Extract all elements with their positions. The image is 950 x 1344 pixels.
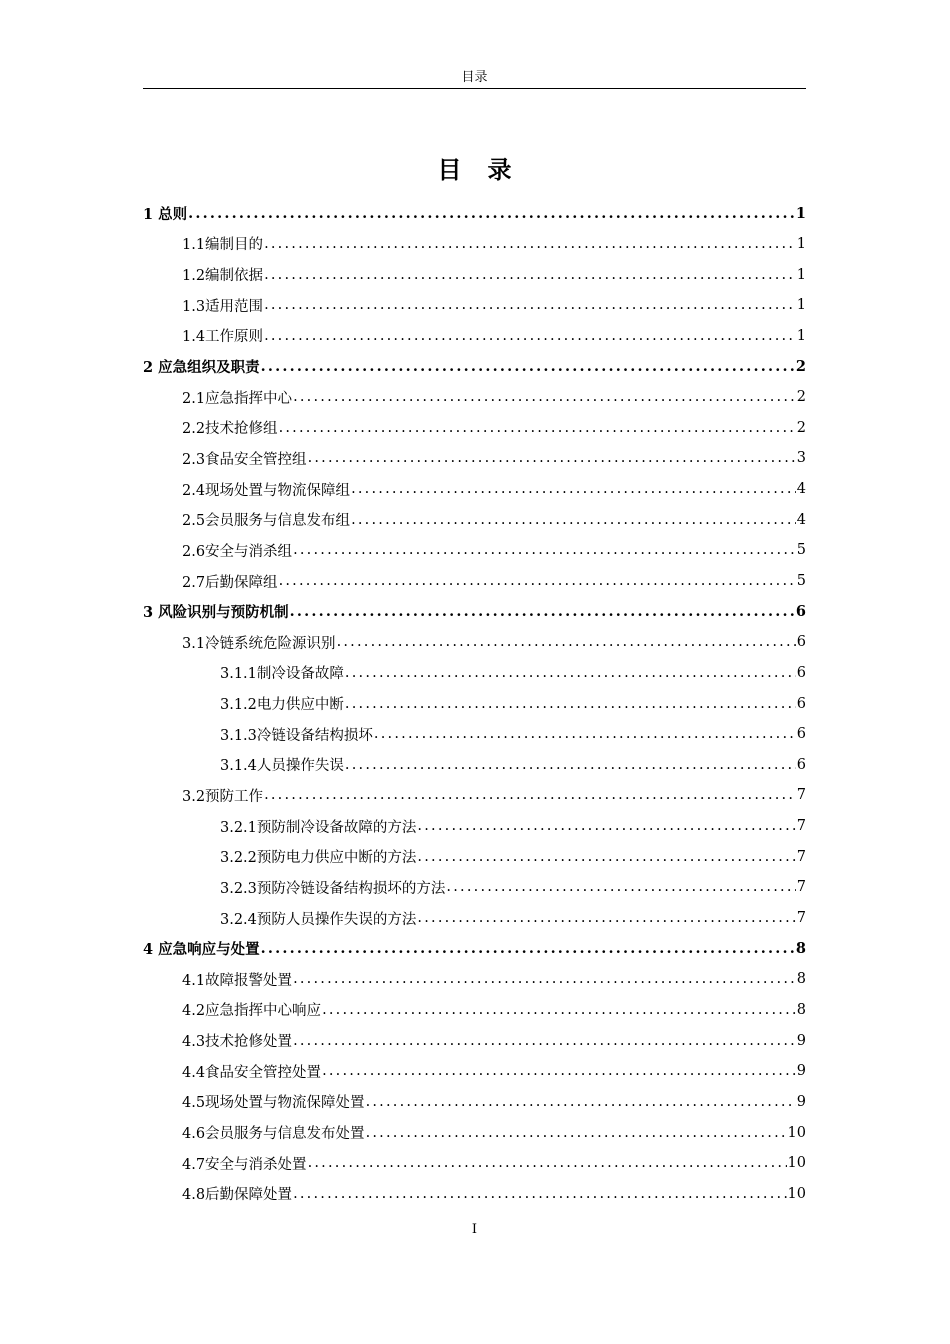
toc-entry-label: 3.1.2电力供应中断 [220, 697, 344, 714]
toc-entry-label: 4.2应急指挥中心响应 [182, 1003, 322, 1020]
toc-entry[interactable] [143, 933, 806, 964]
toc-leader-dots [264, 236, 796, 252]
toc-leader-dots [322, 1063, 796, 1079]
toc-leader-dots [279, 420, 796, 436]
toc-entry[interactable] [143, 995, 806, 1026]
toc-leader-dots [351, 512, 796, 528]
toc-entry-page: 4 [796, 481, 806, 498]
toc-entry-label: 4 应急响应与处置 [143, 941, 260, 959]
toc-entry-page: 1 [796, 327, 806, 344]
toc-entry-page: 7 [796, 818, 806, 835]
toc-entry-label: 4.5现场处置与物流保障处置 [182, 1095, 365, 1112]
running-header-text: 目录 [461, 70, 488, 85]
toc-entry-page: 2 [795, 358, 806, 376]
toc-leader-dots [293, 971, 796, 987]
toc-entry-label: 2.2技术抢修组 [182, 421, 278, 438]
toc-entry-page: 6 [796, 695, 806, 712]
page-footer [143, 1221, 806, 1239]
toc-leader-dots [261, 358, 795, 375]
toc-entry-page: 10 [787, 1155, 806, 1172]
toc-entry-page: 5 [796, 542, 806, 559]
toc-entry-label: 3.2.3预防冷链设备结构损坏的方法 [220, 880, 446, 897]
toc-entry-page: 9 [796, 1063, 806, 1080]
toc-entry-label: 2.4现场处置与物流保障组 [182, 482, 351, 499]
toc-entry-page: 6 [795, 603, 806, 621]
toc-entry[interactable] [143, 872, 806, 903]
table-of-contents [143, 198, 806, 1209]
toc-entry-page: 7 [796, 848, 806, 865]
toc-entry[interactable] [143, 259, 806, 290]
toc-leader-dots [351, 481, 796, 497]
toc-entry-label: 3.2预防工作 [182, 788, 264, 805]
footer-page-number: I [471, 1222, 478, 1237]
toc-leader-dots [264, 267, 796, 283]
toc-entry[interactable] [143, 841, 806, 872]
toc-entry-label: 3.1.3冷链设备结构损坏 [220, 727, 373, 744]
toc-entry[interactable] [143, 412, 806, 443]
toc-leader-dots [264, 328, 796, 344]
toc-leader-dots [345, 757, 796, 773]
toc-entry[interactable] [143, 1025, 806, 1056]
toc-entry-label: 2.3食品安全管控组 [182, 451, 307, 468]
toc-entry-label: 1.2编制依据 [182, 268, 264, 285]
toc-leader-dots [188, 205, 795, 222]
toc-leader-dots [264, 787, 796, 803]
toc-entry-label: 4.8后勤保障处置 [182, 1187, 293, 1204]
running-header [143, 68, 806, 89]
toc-entry-page: 9 [796, 1032, 806, 1049]
toc-leader-dots [366, 1125, 787, 1141]
toc-entry[interactable] [143, 443, 806, 474]
toc-entry-page: 6 [796, 756, 806, 773]
toc-entry[interactable] [143, 1087, 806, 1118]
toc-entry-label: 2.5会员服务与信息发布组 [182, 513, 351, 530]
toc-entry-page: 7 [796, 910, 806, 927]
toc-entry-page: 2 [796, 389, 806, 406]
toc-entry[interactable] [143, 382, 806, 413]
toc-entry-label: 1.3适用范围 [182, 298, 264, 315]
toc-entry-page: 3 [796, 450, 806, 467]
toc-entry-page: 9 [796, 1093, 806, 1110]
toc-entry-label: 3.1.4人员操作失误 [220, 758, 344, 775]
toc-leader-dots [366, 1094, 796, 1110]
toc-entry-label: 1 总则 [143, 205, 188, 223]
toc-entry[interactable] [143, 229, 806, 260]
toc-leader-dots [290, 603, 795, 620]
toc-leader-dots [308, 1155, 787, 1171]
toc-entry-page: 6 [796, 726, 806, 743]
toc-entry[interactable] [143, 596, 806, 627]
toc-entry-page: 5 [796, 573, 806, 589]
toc-entry-page: 7 [796, 787, 806, 804]
toc-leader-dots [293, 389, 796, 405]
toc-entry-label: 4.3技术抢修处置 [182, 1034, 293, 1051]
toc-leader-dots [308, 450, 796, 466]
toc-entry-page: 1 [795, 204, 806, 222]
toc-leader-dots [337, 634, 796, 650]
toc-entry-label: 3.2.1预防制冷设备故障的方法 [220, 819, 417, 836]
toc-leader-dots [322, 1002, 796, 1018]
toc-entry[interactable] [143, 811, 806, 842]
toc-entry-label: 2.7后勤保障组 [182, 574, 278, 591]
toc-entry-label: 3.1.1制冷设备故障 [220, 666, 344, 683]
toc-entry[interactable] [143, 964, 806, 995]
toc-entry-page: 7 [796, 879, 806, 896]
toc-entry[interactable] [143, 321, 806, 352]
toc-entry-label: 4.7安全与消杀处置 [182, 1156, 307, 1173]
toc-entry[interactable] [143, 780, 806, 811]
toc-entry[interactable] [143, 658, 806, 689]
toc-entry[interactable] [143, 1148, 806, 1179]
toc-leader-dots [264, 297, 796, 313]
toc-leader-dots [345, 696, 796, 712]
toc-entry[interactable] [143, 1056, 806, 1087]
toc-entry-page: 1 [796, 235, 806, 252]
toc-leader-dots [417, 849, 795, 865]
toc-leader-dots [345, 665, 796, 681]
toc-entry[interactable] [143, 290, 806, 321]
toc-leader-dots [417, 818, 795, 834]
toc-entry[interactable] [143, 566, 806, 597]
toc-entry[interactable] [143, 1117, 806, 1148]
toc-entry-page: 1 [796, 266, 806, 283]
toc-entry[interactable] [143, 688, 806, 719]
toc-entry-page: 4 [796, 511, 806, 528]
toc-entry-page: 8 [796, 971, 806, 988]
toc-entry-page: 1 [796, 297, 806, 314]
toc-entry-label: 1.1编制目的 [182, 237, 264, 254]
toc-leader-dots [261, 940, 795, 957]
toc-entry[interactable] [143, 627, 806, 658]
toc-entry-label: 4.6会员服务与信息发布处置 [182, 1126, 365, 1143]
toc-entry[interactable] [143, 1179, 806, 1210]
toc-entry[interactable] [143, 903, 806, 934]
toc-entry-page: 6 [796, 664, 806, 681]
toc-entry-label: 3.1冷链系统危险源识别 [182, 635, 336, 652]
toc-entry-page: 2 [796, 419, 806, 436]
toc-entry-label: 2.1应急指挥中心 [182, 390, 293, 407]
toc-entry-page: 6 [796, 634, 806, 651]
toc-entry[interactable] [143, 351, 806, 382]
toc-entry[interactable] [143, 504, 806, 535]
toc-entry[interactable] [143, 750, 806, 781]
toc-leader-dots [374, 726, 796, 742]
toc-leader-dots [279, 573, 796, 589]
toc-entry-label: 3.2.4预防人员操作失误的方法 [220, 911, 417, 928]
toc-entry-label: 3.2.2预防电力供应中断的方法 [220, 850, 417, 867]
toc-entry-label: 4.1故障报警处置 [182, 972, 293, 989]
toc-entry[interactable] [143, 198, 806, 229]
toc-leader-dots [293, 542, 796, 558]
toc-entry[interactable] [143, 719, 806, 750]
toc-entry-page: 8 [796, 1001, 806, 1018]
toc-entry[interactable] [143, 474, 806, 505]
toc-entry-label: 2 应急组织及职责 [143, 359, 260, 377]
toc-leader-dots [446, 879, 795, 895]
toc-leader-dots [293, 1186, 786, 1202]
toc-entry-label: 2.6安全与消杀组 [182, 543, 293, 560]
toc-entry-label: 4.4食品安全管控处置 [182, 1064, 322, 1081]
toc-entry-page: 10 [787, 1185, 806, 1202]
toc-leader-dots [293, 1033, 796, 1049]
toc-entry-page: 10 [787, 1124, 806, 1141]
toc-leader-dots [417, 910, 795, 926]
toc-entry-page: 8 [795, 940, 806, 958]
toc-title: 目录 [437, 155, 538, 185]
toc-entry-label: 1.4工作原则 [182, 329, 264, 346]
toc-entry[interactable] [143, 535, 806, 566]
toc-entry-label: 3 风险识别与预防机制 [143, 604, 289, 622]
